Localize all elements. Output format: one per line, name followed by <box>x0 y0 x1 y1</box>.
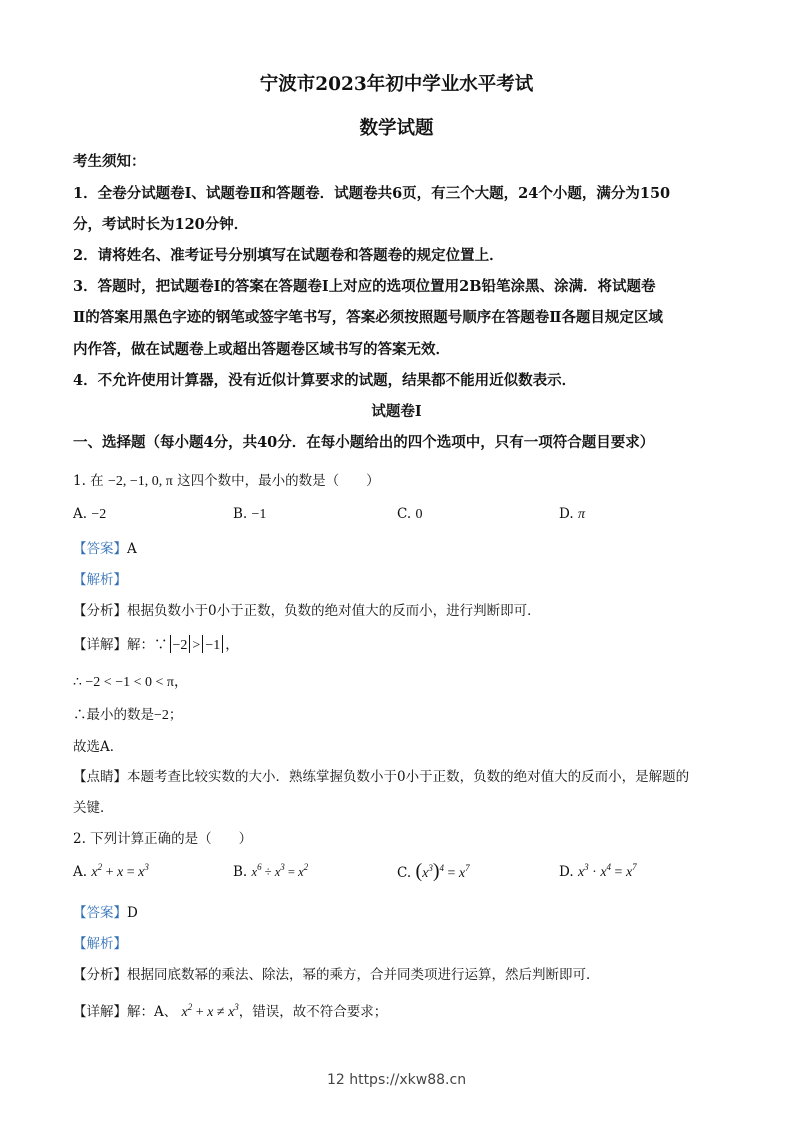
q1-numbers: −2, −1, 0, π <box>107 474 173 489</box>
q2-analysis-tag: 【解析】 <box>73 936 127 952</box>
q2-option-c: C. $(x^3)^4 = x^7$ <box>397 860 470 882</box>
q1-analysis-tag: 【解析】 <box>73 572 127 588</box>
abs-bar <box>189 635 190 653</box>
q1-detail-line-4: 故选A． <box>73 739 124 755</box>
q1-point-line-2: 关键． <box>73 800 114 816</box>
q2-detail: 【详解】解：A、 $x^2 + x \ne x^3$，错误，故不符合要求； <box>73 1002 388 1020</box>
q2-option-b: B. $x^6 \div x^3 = x^2$ <box>233 862 309 880</box>
page-title: 宁波市2023年初中学业水平考试 <box>259 74 534 95</box>
q1-answer: 【答案】A <box>73 541 137 557</box>
q1-option-b: B. −1 <box>233 506 267 522</box>
q1-fenxi: 【分析】根据负数小于0小于正数，负数的绝对值大的反而小，进行判断即可． <box>73 603 541 619</box>
page-subtitle: 数学试题 <box>359 118 434 139</box>
notice-line: 4．不允许使用计算器，没有近似计算要求的试题，结果都不能用近似数表示． <box>73 372 577 389</box>
q1-detail-line-3: ∴最小的数是−2； <box>73 707 183 723</box>
answer-tag: 【答案】 <box>73 541 127 557</box>
section-heading: 一、选择题（每小题4分，共40分．在每小题给出的四个选项中，只有一项符合题目要求） <box>73 434 655 451</box>
notice-line: 3．答题时，把试题卷Ⅰ的答案在答题卷Ⅰ上对应的选项位置用2B铅笔涂黑、涂满．将试题卷 <box>73 278 656 295</box>
q2-fenxi: 【分析】根据同底数幂的乘法、除法，幂的乘方，合并同类项进行运算，然后判断即可． <box>73 967 600 983</box>
q2-answer: 【答案】D <box>73 905 138 921</box>
notice-line: 1．全卷分试题卷Ⅰ、试题卷Ⅱ和答题卷．试题卷共6页，有三个大题，24个小题，满分为150 <box>73 185 671 202</box>
q1-option-c: C. 0 <box>397 506 423 522</box>
notice-line: 内作答，做在试题卷上或超出答题卷区域书写的答案无效． <box>73 341 450 358</box>
q1-point: 【点睛】本题考查比较实数的大小．熟练掌握负数小于0小于正数，负数的绝对值大的反而小，是解题的 <box>73 769 690 785</box>
answer-tag: 【答案】 <box>73 905 127 921</box>
q2-option-d: D. $x^3 \cdot x^4 = x^7$ <box>559 862 637 880</box>
q1-detail: 【详解】解：∵ −2 > −1 ， <box>73 637 239 653</box>
page-footer: 12 https://xkw88.cn <box>326 1072 467 1088</box>
notice-heading: 考生须知： <box>73 153 146 170</box>
section-label: 试题卷Ⅰ <box>371 403 422 420</box>
q1-option-d: D. π <box>559 506 585 522</box>
question-2-stem: 2. 下列计算正确的是（ ） <box>73 831 253 847</box>
q2-option-a: A. $x^2 + x = x^3$ <box>73 862 149 880</box>
abs-bar <box>170 635 171 653</box>
question-1-stem: 1. 在 −2, −1, 0, π 这四个数中，最小的数是（ ） <box>73 473 380 489</box>
abs-bar <box>202 635 203 653</box>
q1-detail-line-2: ∴ −2 < −1 < 0 < π， <box>73 675 188 690</box>
notice-line: 分，考试时长为120分钟． <box>73 216 249 233</box>
notice-line: Ⅱ的答案用黑色字迹的钢笔或签字笔书写，答案必须按照题号顺序在答题卷Ⅱ各题目规定区域 <box>73 309 663 326</box>
notice-line: 2．请将姓名、准考证号分别填写在试题卷和答题卷的规定位置上． <box>73 247 504 264</box>
abs-bar <box>222 635 223 653</box>
q1-option-a: A. −2 <box>73 506 107 522</box>
